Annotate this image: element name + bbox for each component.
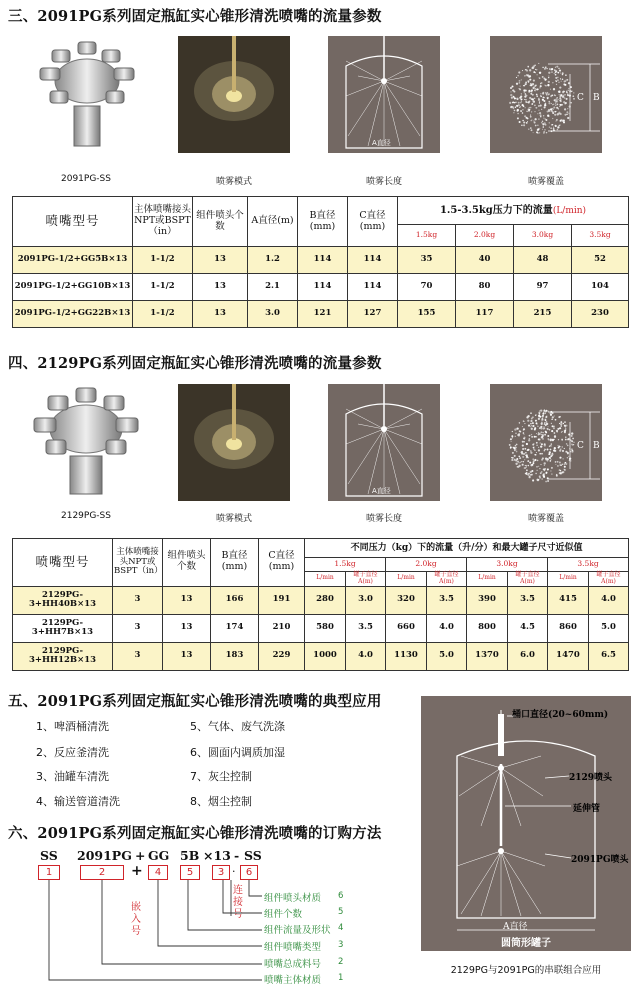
- a-diameter-label: A直径: [372, 487, 391, 495]
- pressure-label: 1.5kg: [305, 558, 386, 572]
- order-num-6: 6: [338, 891, 344, 901]
- side-label-embed: 嵌入号: [131, 902, 141, 937]
- order-box-2: 2: [80, 865, 124, 880]
- tube-diameter-label: 桶口直径(20~60mm): [512, 710, 609, 720]
- table-cell: 800: [467, 614, 508, 642]
- table-cell: 3: [113, 642, 163, 670]
- section4-title: 四、2129PG系列固定瓶缸实心锥形清洗喷嘴的流量参数: [8, 355, 382, 372]
- table-cell: 114: [298, 247, 348, 274]
- table-cell: 3.0: [248, 301, 298, 328]
- order-num-5: 5: [338, 907, 344, 917]
- table-cell: 1-1/2: [133, 274, 193, 301]
- section5-title: 五、2091PG系列固定瓶缸实心锥形清洗喷嘴的典型应用: [8, 693, 382, 710]
- table-cell: 6.5: [589, 642, 629, 670]
- application-item: 2、反应釜清洗: [36, 746, 109, 759]
- table-cell: 2091PG-1/2+GG5B×13: [13, 247, 133, 274]
- col-b-diameter: B直径(mm): [211, 539, 259, 587]
- table-cell: 210: [259, 614, 305, 642]
- table-cell: 415: [548, 586, 589, 614]
- table-row: [13, 586, 629, 614]
- table-cell: 4.5: [508, 614, 548, 642]
- code-material: SS: [40, 848, 58, 863]
- caption-spray-coverage: 喷雾覆盖: [527, 514, 564, 524]
- order-box-1: 1: [38, 865, 60, 880]
- spray-length-diagram: [328, 36, 440, 153]
- order-num-1: 1: [338, 973, 344, 983]
- code-plus: +: [135, 848, 146, 863]
- caption-spray-coverage: 喷雾覆盖: [527, 177, 564, 187]
- section6-title: 六、2091PG系列固定瓶缸实心锥形清洗喷嘴的订购方法: [8, 825, 382, 842]
- table-cell: 13: [193, 274, 248, 301]
- table-row: [13, 301, 629, 328]
- col-c-diameter: C直径(mm): [348, 197, 398, 247]
- table-row: [13, 274, 629, 301]
- table-row: [13, 247, 629, 274]
- order-box-4: 4: [148, 865, 168, 880]
- table-cell: 3: [113, 614, 163, 642]
- code-flow: 5B: [180, 848, 200, 863]
- table-cell: 230: [572, 301, 629, 328]
- table-cell: 13: [163, 614, 211, 642]
- order-label-1: 喷嘴主体材质: [264, 975, 322, 985]
- table-cell: 229: [259, 642, 305, 670]
- application-item: 4、输送管道清洗: [36, 795, 120, 808]
- table-cell: 191: [259, 586, 305, 614]
- table-cell: 3.5: [508, 586, 548, 614]
- flow-table-2129: [12, 538, 629, 671]
- caption-spray-pattern: 喷雾模式: [215, 514, 252, 524]
- plus-icon: +: [131, 863, 143, 879]
- table-cell: 2091PG-1/2+GG10B×13: [13, 274, 133, 301]
- table-cell: 13: [163, 586, 211, 614]
- head-2091-label: 2091PG喷头: [571, 855, 629, 865]
- spray-pattern-photo: [178, 36, 290, 153]
- b-label: B: [593, 93, 600, 103]
- application-item: 8、烟尘控制: [190, 795, 252, 808]
- order-num-3: 3: [338, 940, 344, 950]
- code-count: ×13: [203, 848, 231, 863]
- table-cell: 2129PG-3+HH40B×13: [13, 586, 113, 614]
- a-diameter-label: A直径: [503, 922, 528, 932]
- tank-label: 圆筒形罐子: [501, 938, 551, 949]
- table-cell: 5.0: [427, 642, 467, 670]
- order-label-2: 喷嘴总成料号: [264, 959, 322, 970]
- code-dash: -: [234, 848, 240, 863]
- caption-2129-ss: 2129PG-SS: [61, 511, 111, 521]
- table-cell: 660: [386, 614, 427, 642]
- col-count: 组件喷头个数: [193, 197, 248, 247]
- table-cell: 13: [163, 642, 211, 670]
- table-cell: 2129PG-3+HH7B×13: [13, 614, 113, 642]
- caption-spray-pattern: 喷雾模式: [215, 177, 252, 187]
- order-label-4: 组件流量及形状: [264, 925, 331, 936]
- spray-coverage-diagram: [490, 36, 602, 153]
- panel-caption: 2129PG与2091PG的串联组合应用: [450, 965, 602, 976]
- sub-flow: L/min: [386, 572, 427, 587]
- table-cell: 4.0: [346, 642, 386, 670]
- order-box-6: 6: [240, 865, 258, 880]
- table-cell: 1-1/2: [133, 301, 193, 328]
- pressure-label: 3.0kg: [514, 225, 572, 247]
- table-cell: 1-1/2: [133, 247, 193, 274]
- table-cell: 390: [467, 586, 508, 614]
- table-cell: 166: [211, 586, 259, 614]
- table-cell: 2.1: [248, 274, 298, 301]
- table-cell: 40: [456, 247, 514, 274]
- sub-tank: 罐子直径A(m): [589, 572, 629, 587]
- pressure-label: 1.5kg: [398, 225, 456, 247]
- table-cell: 2091PG-1/2+GG22B×13: [13, 301, 133, 328]
- table-cell: 183: [211, 642, 259, 670]
- a-diameter-label: A直径: [372, 139, 391, 147]
- order-label-6: 组件喷头材质: [264, 893, 322, 904]
- table-cell: 114: [348, 274, 398, 301]
- application-item: 1、啤酒桶清洗: [36, 720, 109, 733]
- table-cell: 1370: [467, 642, 508, 670]
- dash-icon: ·: [232, 865, 236, 878]
- c-label: C: [577, 93, 584, 103]
- table-cell: 3.5: [427, 586, 467, 614]
- sub-flow: L/min: [548, 572, 589, 587]
- col-flow: 1.5-3.5kg压力下的流量: [439, 204, 553, 216]
- table-cell: 114: [348, 247, 398, 274]
- spray-pattern-photo: [178, 384, 290, 501]
- b-label: B: [593, 441, 600, 451]
- section3-title: 三、2091PG系列固定瓶缸实心锥形清洗喷嘴的流量参数: [8, 8, 382, 25]
- side-label-connect: 连接号: [233, 885, 243, 920]
- table-cell: 1.2: [248, 247, 298, 274]
- order-label-5: 组件个数: [264, 909, 303, 920]
- sub-flow: L/min: [305, 572, 346, 587]
- code-type: GG: [148, 848, 170, 863]
- col-model: 喷嘴型号: [13, 197, 133, 247]
- flow-table-2091: [12, 196, 629, 328]
- pressure-label: 2.0kg: [456, 225, 514, 247]
- table-cell: 3.5: [346, 614, 386, 642]
- pressure-label: 2.0kg: [386, 558, 467, 572]
- series-combo-diagram: [421, 696, 631, 951]
- table-cell: 70: [398, 274, 456, 301]
- sub-tank: 罐子直径A(m): [346, 572, 386, 587]
- table-cell: 320: [386, 586, 427, 614]
- order-box-3: 3: [212, 865, 230, 880]
- caption-spray-length: 喷雾长度: [365, 177, 402, 187]
- nozzle-2091-photo: [30, 36, 142, 153]
- sub-tank: 罐子直径A(m): [427, 572, 467, 587]
- table-cell: 4.0: [589, 586, 629, 614]
- order-box-5: 5: [180, 865, 200, 880]
- col-count: 组件喷头个数: [163, 539, 211, 587]
- order-label-3: 组件喷嘴类型: [264, 942, 322, 953]
- pressure-label: 3.5kg: [572, 225, 629, 247]
- table-cell: 48: [514, 247, 572, 274]
- table-cell: 127: [348, 301, 398, 328]
- table-cell: 114: [298, 274, 348, 301]
- table-cell: 117: [456, 301, 514, 328]
- table-row: [13, 642, 629, 670]
- table-cell: 3.0: [346, 586, 386, 614]
- col-connection: 主体喷嘴接头NPT或BSPT（in）: [113, 539, 163, 587]
- col-flow-unit: (L/min): [552, 205, 587, 216]
- col-model: 喷嘴型号: [13, 539, 113, 587]
- table-cell: 6.0: [508, 642, 548, 670]
- table-cell: 1130: [386, 642, 427, 670]
- col-c-diameter: C直径(mm): [259, 539, 305, 587]
- spray-coverage-diagram: [490, 384, 602, 501]
- col-b-diameter: B直径(mm): [298, 197, 348, 247]
- code-model: 2091PG: [77, 848, 132, 863]
- spray-length-diagram: [328, 384, 440, 501]
- table-cell: 80: [456, 274, 514, 301]
- col-a-diameter: A直径(m): [248, 197, 298, 247]
- table-row: [13, 614, 629, 642]
- pressure-label: 3.5kg: [548, 558, 629, 572]
- order-num-4: 4: [338, 923, 344, 933]
- nozzle-2129-photo: [30, 384, 142, 501]
- table-cell: 104: [572, 274, 629, 301]
- pressure-label: 3.0kg: [467, 558, 548, 572]
- table-cell: 35: [398, 247, 456, 274]
- table-cell: 2129PG-3+HH12B×13: [13, 642, 113, 670]
- extension-pipe-label: 延伸管: [573, 804, 601, 814]
- table-cell: 860: [548, 614, 589, 642]
- caption-spray-length: 喷雾长度: [365, 514, 402, 524]
- caption-2091-ss: 2091PG-SS: [61, 174, 111, 184]
- order-num-2: 2: [338, 957, 344, 967]
- table-cell: 215: [514, 301, 572, 328]
- c-label: C: [577, 441, 584, 451]
- table-cell: 121: [298, 301, 348, 328]
- table-cell: 5.0: [589, 614, 629, 642]
- table-cell: 13: [193, 247, 248, 274]
- table-cell: 97: [514, 274, 572, 301]
- table-cell: 3: [113, 586, 163, 614]
- table-cell: 1470: [548, 642, 589, 670]
- sub-tank: 罐子直径A(m): [508, 572, 548, 587]
- application-item: 7、灰尘控制: [190, 770, 252, 783]
- table-cell: 52: [572, 247, 629, 274]
- table-cell: 280: [305, 586, 346, 614]
- head-2129-label: 2129喷头: [569, 773, 613, 783]
- col-connection: 主体喷嘴接头NPT或BSPT（in）: [133, 197, 193, 247]
- application-item: 5、气体、废气洗涤: [190, 720, 285, 733]
- table-cell: 1000: [305, 642, 346, 670]
- sub-flow: L/min: [467, 572, 508, 587]
- col-flow: 不同压力（kg）下的流量（升/分）和最大罐子尺寸近似值: [305, 539, 629, 558]
- application-item: 3、油罐车清洗: [36, 770, 109, 783]
- table-cell: 174: [211, 614, 259, 642]
- table-cell: 155: [398, 301, 456, 328]
- table-cell: 580: [305, 614, 346, 642]
- code-head-material: SS: [244, 848, 262, 863]
- application-item: 6、圆面内调质加湿: [190, 746, 285, 759]
- table-cell: 13: [193, 301, 248, 328]
- table-cell: 4.0: [427, 614, 467, 642]
